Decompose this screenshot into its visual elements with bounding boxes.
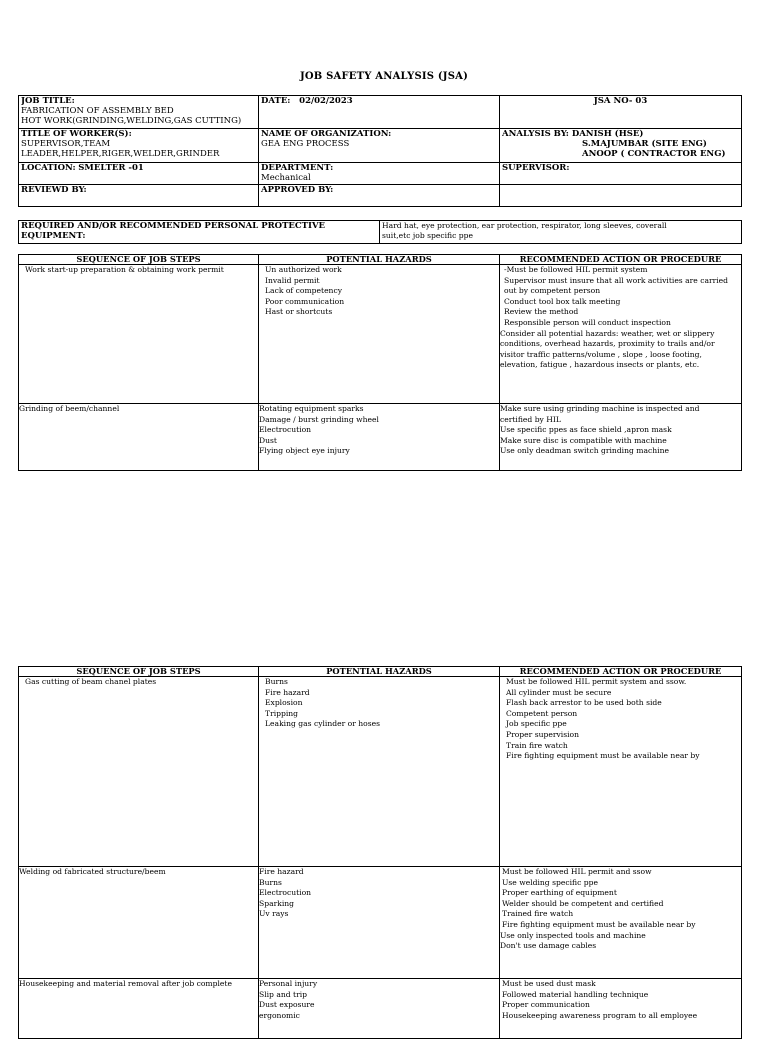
- reviewed-label: REVIEWD BY:: [21, 185, 87, 195]
- step-text: Gas cutting of beam chanel plates: [25, 677, 157, 686]
- hazard-item: Electrocution: [259, 425, 312, 435]
- hazard-item: Rotating equipment sparks: [259, 404, 364, 413]
- hazards-cell: [259, 404, 500, 471]
- table-row: [19, 979, 742, 1039]
- hazard-item: Slip and trip: [259, 989, 307, 999]
- hazard-item: ergonomic: [259, 1010, 300, 1020]
- action-item: certified by HIL: [500, 414, 561, 424]
- workers-line-2: LEADER,HELPER,RIGER,WELDER,GRINDER: [21, 149, 220, 159]
- actions-cell: [500, 404, 742, 471]
- action-item: Don't use damage cables: [500, 941, 597, 951]
- action-item: Consider all potential hazards: weather, wet or slippery: [500, 328, 715, 338]
- organization-cell: [259, 129, 500, 163]
- hazards-cell: [259, 979, 500, 1039]
- action-item: -Must be followed HIL permit system: [504, 265, 648, 274]
- reviewed-cell: [19, 185, 259, 207]
- table-row: [19, 265, 742, 404]
- job-title-line-1: FABRICATION OF ASSEMBLY BED: [21, 106, 174, 116]
- organization-value: GEA ENG PROCESS: [261, 139, 350, 149]
- action-item: Flash back arrestor to be used both side: [506, 698, 662, 708]
- table-row: [19, 404, 742, 471]
- job-title-cell: [19, 96, 259, 129]
- document-title: JOB SAFETY ANALYSIS (JSA): [299, 71, 469, 82]
- analysis-line-3: ANOOP ( CONTRACTOR ENG): [582, 149, 726, 159]
- action-item: Proper communication: [502, 1000, 590, 1010]
- step-text: Work start-up preparation & obtaining work permit: [25, 265, 224, 274]
- action-item: elevation, fatigue , hazardous insects or plants, etc.: [500, 360, 700, 370]
- ppe-label-line-1: REQUIRED AND/OR RECOMMENDED PERSONAL PROTECTIVE: [21, 221, 326, 231]
- action-item: Proper earthing of equipment: [502, 888, 617, 898]
- supervisor-label: SUPERVISOR:: [502, 163, 570, 173]
- job-title-line-2: HOT WORK(GRINDING,WELDING,GAS CUTTING): [21, 116, 242, 126]
- jsa-number: JSA NO- 03: [500, 96, 742, 129]
- hazard-item: Fire hazard: [259, 867, 304, 876]
- organization-label: NAME OF ORGANIZATION:: [261, 129, 392, 139]
- action-item: Followed material handling technique: [502, 989, 649, 999]
- action-item: Train fire watch: [506, 740, 568, 750]
- supervisor-cell: [500, 163, 742, 185]
- job-steps-table-2: [18, 666, 742, 1039]
- location-cell: [19, 163, 259, 185]
- ppe-value-cell: [380, 221, 742, 244]
- action-item: Trained fire watch: [502, 909, 574, 919]
- steps-header: SEQUENCE OF JOB STEPS: [19, 667, 259, 677]
- location-value: SMELTER -01: [78, 163, 144, 173]
- hazard-item: Damage / burst grinding wheel: [259, 414, 379, 424]
- hazard-item: Burns: [265, 677, 288, 686]
- hazards-header: POTENTIAL HAZARDS: [259, 255, 500, 265]
- hazards-cell: [259, 265, 500, 404]
- table-row: [19, 677, 742, 867]
- action-item: Competent person: [506, 708, 578, 718]
- department-label: DEPARTMENT:: [261, 163, 334, 173]
- table-row: [19, 867, 742, 979]
- hazard-item: Flying object eye injury: [259, 446, 350, 456]
- action-item: Welder should be competent and certified: [502, 898, 664, 908]
- ppe-value-line-2: suit,etc job specific ppe: [382, 231, 473, 240]
- action-item: Use welding specific ppe: [502, 877, 598, 887]
- action-item: Use only deadman switch grinding machine: [500, 446, 669, 456]
- analysis-label: ANALYSIS BY:: [502, 129, 569, 139]
- step-cell: [19, 979, 259, 1039]
- department-cell: [259, 163, 500, 185]
- action-item: Make sure disc is compatible with machine: [500, 435, 667, 445]
- analysis-line-2: S.MAJUMBAR (SITE ENG): [582, 139, 707, 149]
- hazards-cell: [259, 867, 500, 979]
- approved-label: APPROVED BY:: [261, 185, 334, 195]
- hazard-item: Electrocution: [259, 888, 312, 898]
- actions-header: RECOMMENDED ACTION OR PROCEDURE: [500, 667, 742, 677]
- date-value: 02/02/2023: [299, 96, 353, 106]
- date-label: DATE:: [261, 96, 291, 106]
- action-item: out by competent person: [504, 286, 601, 296]
- action-item: All cylinder must be secure: [506, 687, 612, 697]
- hazard-item: Tripping: [265, 708, 299, 718]
- hazard-item: Burns: [259, 877, 282, 887]
- hazard-item: Personal injury: [259, 979, 318, 988]
- hazards-cell: [259, 677, 500, 867]
- step-cell: [19, 677, 259, 867]
- hazard-item: Dust exposure: [259, 1000, 315, 1010]
- ppe-label-cell: [19, 221, 380, 244]
- ppe-table: [18, 220, 742, 244]
- action-item: Must be followed HIL permit system and ssow.: [506, 677, 687, 686]
- actions-cell: [500, 677, 742, 867]
- action-item: Proper supervision: [506, 729, 579, 739]
- action-item: visitor traffic patterns/volume , slope , loose footing,: [500, 349, 702, 359]
- analysis-line-1: DANISH (HSE): [571, 129, 644, 139]
- job-title-label: JOB TITLE:: [21, 96, 75, 106]
- workers-label: TITLE OF WORKER(S):: [21, 129, 132, 139]
- location-label: LOCATION:: [21, 163, 76, 173]
- date-cell: [259, 96, 500, 129]
- analysis-cell: [500, 129, 742, 163]
- hazard-item: Fire hazard: [265, 687, 310, 697]
- actions-cell: [500, 867, 742, 979]
- approved-cell: [259, 185, 500, 207]
- action-item: conditions, overhead hazards, proximity to trails and/or: [500, 339, 715, 349]
- step-cell: [19, 867, 259, 979]
- ppe-label-line-2: EQUIPMENT:: [21, 231, 86, 241]
- action-item: Review the method: [504, 307, 579, 317]
- jsa-info-table: [18, 95, 742, 207]
- steps-header: SEQUENCE OF JOB STEPS: [19, 255, 259, 265]
- action-item: Make sure using grinding machine is inspected and: [500, 404, 700, 413]
- job-steps-table-1: [18, 254, 742, 471]
- action-item: Responsible person will conduct inspection: [504, 317, 671, 327]
- hazard-item: Uv rays: [259, 909, 289, 919]
- actions-cell: [500, 979, 742, 1039]
- action-item: Use only inspected tools and machine: [500, 930, 646, 940]
- step-text: Grinding of beem/channel: [19, 404, 120, 413]
- step-text: Housekeeping and material removal after job complete: [19, 979, 232, 988]
- hazards-header: POTENTIAL HAZARDS: [259, 667, 500, 677]
- workers-line-1: SUPERVISOR,TEAM: [21, 139, 111, 149]
- workers-cell: [19, 129, 259, 163]
- ppe-value-line-1: Hard hat, eye protection, ear protection, respirator, long sleeves, coverall: [382, 221, 667, 230]
- blank-cell: [500, 185, 742, 207]
- step-text: Welding od fabricated structure/beem: [19, 867, 166, 876]
- action-item: Fire fighting equipment must be available near by: [506, 751, 700, 761]
- hazard-item: Hast or shortcuts: [265, 307, 333, 317]
- hazard-item: Poor communication: [265, 296, 345, 306]
- action-item: Must be used dust mask: [502, 979, 596, 988]
- action-item: Conduct tool box talk meeting: [504, 296, 621, 306]
- department-value: Mechanical: [261, 173, 311, 183]
- hazard-item: Sparking: [259, 898, 295, 908]
- action-item: Must be followed HIL permit and ssow: [502, 867, 652, 876]
- step-cell: [19, 265, 259, 404]
- action-item: Fire fighting equipment must be available near by: [502, 919, 696, 929]
- hazard-item: Lack of competency: [265, 286, 342, 296]
- actions-header: RECOMMENDED ACTION OR PROCEDURE: [500, 255, 742, 265]
- action-item: Use specific ppes as face shield ,apron mask: [500, 425, 672, 435]
- hazard-item: Invalid permit: [265, 275, 320, 285]
- hazard-item: Dust: [259, 435, 277, 445]
- hazard-item: Un authorized work: [265, 265, 342, 274]
- action-item: Job specific ppe: [506, 719, 567, 729]
- hazard-item: Leaking gas cylinder or hoses: [265, 719, 381, 729]
- step-cell: [19, 404, 259, 471]
- action-item: Housekeeping awareness program to all employee: [502, 1010, 698, 1020]
- actions-cell: [500, 265, 742, 404]
- hazard-item: Explosion: [265, 698, 303, 708]
- action-item: Supervisor must insure that all work activities are carried: [504, 275, 729, 285]
